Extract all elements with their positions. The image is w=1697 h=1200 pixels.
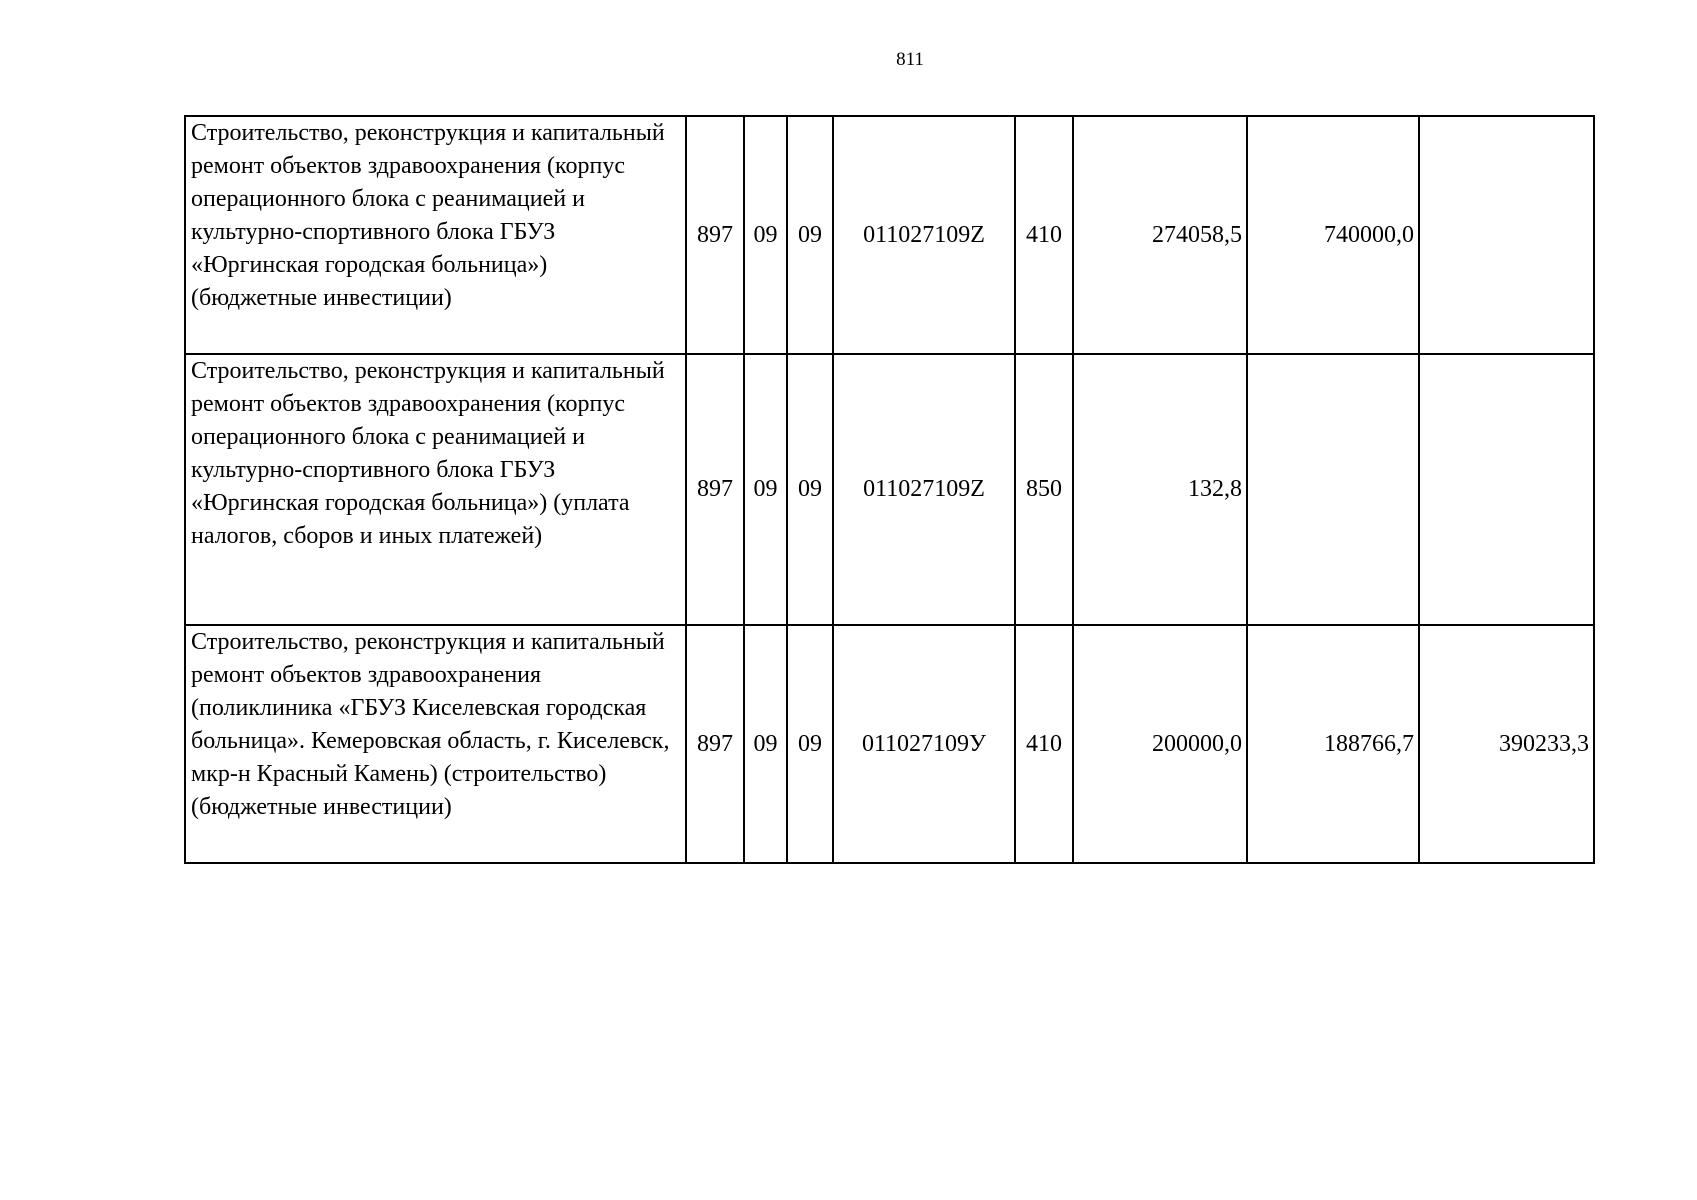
row-description: Строительство, реконструкция и капитальный ремонт объектов здравоохранения (корпус операционного блока с реанимацией и культурно-спортивного блока ГБУЗ «Юргинская городская больница») (уплата налогов, сборов и иных платежей) [185, 354, 686, 625]
subsection-code: 09 [787, 116, 833, 354]
ministry-code: 897 [686, 625, 744, 863]
amount-1: 132,8 [1073, 354, 1247, 625]
table-row [185, 625, 1594, 863]
ministry-code: 897 [686, 354, 744, 625]
subsection-code: 09 [787, 354, 833, 625]
section-code: 09 [744, 625, 787, 863]
expense-type-code: 850 [1015, 354, 1073, 625]
amount-3 [1419, 116, 1594, 354]
target-article-code: 011027109Z [833, 116, 1015, 354]
target-article-code: 011027109У [833, 625, 1015, 863]
table-row [185, 116, 1594, 354]
page-number: 811 [896, 49, 924, 70]
section-code: 09 [744, 354, 787, 625]
expense-type-code: 410 [1015, 625, 1073, 863]
budget-table [184, 115, 1595, 864]
amount-2: 188766,7 [1247, 625, 1419, 863]
amount-2 [1247, 354, 1419, 625]
row-description: Строительство, реконструкция и капитальный ремонт объектов здравоохранения (поликлиника «ГБУЗ Киселевская городская больница». Кемеровская область, г. Киселевск, мкр-н Красный Камень) (строительство) (бюджетные инвестиции) [185, 625, 686, 863]
section-code: 09 [744, 116, 787, 354]
amount-3: 390233,3 [1419, 625, 1594, 863]
expense-type-code: 410 [1015, 116, 1073, 354]
amount-1: 200000,0 [1073, 625, 1247, 863]
amount-3 [1419, 354, 1594, 625]
target-article-code: 011027109Z [833, 354, 1015, 625]
amount-2: 740000,0 [1247, 116, 1419, 354]
amount-1: 274058,5 [1073, 116, 1247, 354]
row-description: Строительство, реконструкция и капитальный ремонт объектов здравоохранения (корпус операционного блока с реанимацией и культурно-спортивного блока ГБУЗ «Юргинская городская больница») (бюджетные инвестиции) [185, 116, 686, 354]
subsection-code: 09 [787, 625, 833, 863]
table-row [185, 354, 1594, 625]
ministry-code: 897 [686, 116, 744, 354]
